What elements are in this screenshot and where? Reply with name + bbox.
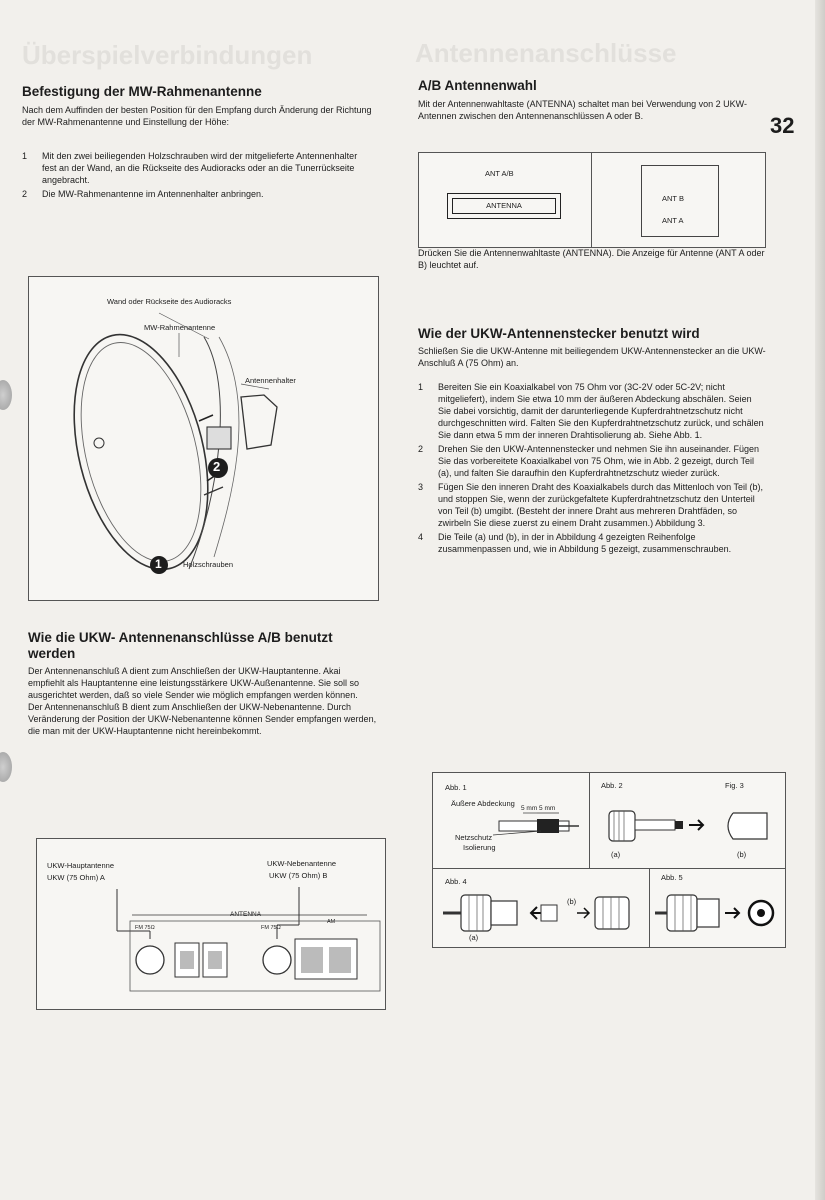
- ab-after-text: Drücken Sie die Antennenwahltaste (ANTENNA). Die Anzeige für Antenne (ANT A oder B) leuchtet auf.: [418, 248, 765, 270]
- antenna-terminal-figure: [36, 838, 386, 1010]
- label-wall: Wand oder Rückseite des Audioracks: [107, 297, 232, 306]
- plug-step-2: 2 Drehen Sie den UKW-Antennenstecker und nehmen Sie ihn auseinander. Fügen Sie das vorbereitete Koaxialkabel von 75 Ohm, wie in Abb. 2 gezeigt, durch Teil (a), und falten Sie daraufhin den Kupferdrahtnetzschutz wieder zurück.: [418, 444, 760, 478]
- page-number: 32: [770, 113, 795, 138]
- label-screws: Holzschrauben: [183, 560, 234, 569]
- fm-b-label: FM 75Ω: [261, 925, 281, 931]
- am-label: AM: [327, 919, 336, 925]
- ab-intro: Mit der Antennenwahltaste (ANTENNA) schaltet man bei Verwendung von 2 UKW-Antennen zwischen den Antennenanschlüssen A oder B.: [418, 99, 747, 121]
- mw-step-2: 2 Die MW-Rahmenantenne im Antennenhalter anbringen.: [22, 189, 264, 199]
- antenna-button-label: ANTENNA: [452, 198, 556, 214]
- punch-hole-bottom: [0, 752, 12, 782]
- plug-title: Wie der UKW-Antennenstecker benutzt wird: [418, 326, 700, 341]
- main-antenna-l2: UKW (75 Ohm) A: [47, 873, 105, 882]
- abb4-label: Abb. 4: [445, 877, 467, 886]
- part-b-label-3: (b): [737, 850, 747, 859]
- bleed-through-right: Antennenanschlüsse: [415, 38, 677, 68]
- antenna-selector-figure: [418, 152, 766, 248]
- label-holder: Antennenhalter: [245, 376, 296, 385]
- marker-2-label: 2: [213, 459, 221, 474]
- ukw-ab-section: [28, 630, 378, 737]
- mm-label: 5 mm 5 mm: [521, 805, 556, 812]
- marker-1-label: 1: [155, 557, 162, 571]
- abb2-label: Abb. 2: [601, 781, 623, 790]
- mw-antenna-figure: [28, 276, 379, 601]
- panel-antenna-label: ANTENNA: [230, 911, 262, 918]
- coax-drawings: [433, 773, 785, 947]
- plug-step-1: 1 Bereiten Sie ein Koaxialkabel von 75 Ohm vor (3C-2V oder 5C-2V; nicht mitgeliefert), indem Sie etwa 10 mm der äußeren Abdeckung abschälen. Seien Sie dabei vorsichtig, damit der darunterliegende Kupferdrahtnetzschutz nicht durchgeschnitten wird. Falten Sie den Kupferdrahtnetzschutz zurück, und schälen Sie dann etwa 5 mm der inneren Drahtisolierung ab. Siehe Abb. 1.: [418, 382, 764, 440]
- terminal-panel-drawing: [37, 839, 385, 1009]
- label-mw-antenna: MW-Rahmenantenne: [144, 323, 216, 332]
- ant-ab-label: ANT A/B: [485, 169, 514, 178]
- punch-hole-top: [0, 380, 12, 410]
- antenna-button[interactable]: [447, 193, 561, 219]
- part-a-label-4: (a): [469, 933, 479, 942]
- sub-antenna-l2: UKW (75 Ohm) B: [269, 871, 328, 880]
- ukw-ab-title: Wie die UKW- Antennenanschlüsse A/B benutzt werden: [28, 630, 333, 661]
- page-edge: [815, 0, 825, 1200]
- plug-section: [418, 326, 766, 557]
- antenna-ab-section: [418, 78, 768, 122]
- figure-divider: [591, 153, 592, 247]
- mw-intro: Nach dem Auffinden der besten Position für den Empfang durch Änderung der Richtung der MW-Rahmenantenne und Einstellung der Höhe:: [22, 105, 372, 127]
- ant-b-indicator: ANT B: [662, 194, 684, 203]
- mw-title: Befestigung der MW-Rahmenantenne: [22, 84, 262, 99]
- left-column: [22, 84, 372, 202]
- plug-step-3: 3 Fügen Sie den inneren Draht des Koaxialkabels durch das Mittenloch von Teil (b), und stoppen Sie, wenn der zurückgefaltete Kupferdrahtnetzschutz den Unterteil von Teil (b) umgibt. (Besteht der innere Draht aus mehreren Drahtfäden, so zwirbeln Sie diese zuerst zu einem Draht zusammen.) Abbildung 3.: [418, 482, 764, 528]
- ab-title: A/B Antennenwahl: [418, 78, 537, 93]
- main-antenna-l1: UKW-Hauptantenne: [47, 861, 114, 870]
- fig3-label: Fig. 3: [725, 781, 744, 790]
- fm-a-label: FM 75Ω: [135, 925, 155, 931]
- indicator-display: [641, 165, 719, 237]
- mw-steps: [22, 150, 372, 200]
- plug-step-4: 4 Die Teile (a) und (b), in der in Abbildung 4 gezeigten Reihenfolge zusammenpassen und, wie in Abbildung 5 gezeigt, zusammenschrauben.: [418, 532, 732, 554]
- coax-plug-figures: [432, 772, 786, 948]
- abb1-label: Abb. 1: [445, 783, 467, 792]
- abb5-label: Abb. 5: [661, 873, 683, 882]
- mw-antenna-drawing: [29, 277, 378, 600]
- insulation-label: Isolierung: [463, 843, 496, 852]
- part-b-label-4: (b): [567, 897, 577, 906]
- ab-after: [418, 247, 766, 271]
- bleed-through-left: Überspielverbindungen: [22, 40, 313, 70]
- ukw-ab-para1: Der Antennenanschluß A dient zum Anschließen der UKW-Hauptantenne. Akai empfiehlt als Hauptantenne eine leistungsstärkere UKW-Außenantenne. Sie soll so ausgerichtet werden, daß so viele Sender wie möglich empfangen werden können.: [28, 666, 360, 700]
- ukw-ab-para2: Der Antennenanschluß B dient zum Anschließen der UKW-Nebenantenne. Durch Veränderung der Position der UKW-Nebenantenne können Sender empfangen werden, die man mit der UKW-Hauptantenne nicht hereinbekommt.: [28, 702, 377, 736]
- plug-steps: [418, 381, 766, 555]
- sub-antenna-l1: UKW-Nebenantenne: [267, 859, 337, 868]
- ant-a-indicator: ANT A: [662, 216, 684, 225]
- mesh-label: Netzschutz: [455, 833, 493, 842]
- mw-step-1: 1 Mit den zwei beiliegenden Holzschrauben wird der mitgelieferte Antennenhalter fest an der Wand, an die Rückseite des Audioracks oder an die Tunerrückseite angebracht.: [22, 151, 358, 185]
- plug-intro: Schließen Sie die UKW-Antenne mit beiliegendem UKW-Antennenstecker an die UKW-Anschluß A (75 Ohm) an.: [418, 346, 766, 368]
- outer-cover-label: Äußere Abdeckung: [451, 799, 515, 808]
- part-a-label-2: (a): [611, 850, 621, 859]
